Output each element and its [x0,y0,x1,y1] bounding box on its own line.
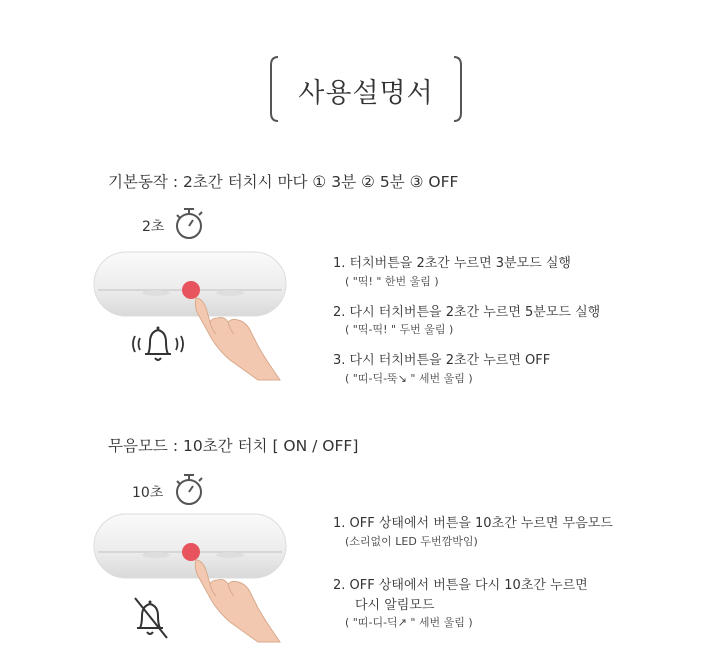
timer-label-2s: 2초 [142,219,165,235]
mute-step-2-text-line2: 다시 알림모드 [355,598,435,613]
ringing-bell-icon [132,320,184,368]
step-2-text: 2. 다시 터치버튼을 2초간 누르면 5분모드 실행 [333,305,601,320]
device-illustration [90,510,290,648]
stopwatch-icon [172,472,206,508]
mute-step-2-text: 2. OFF 상태에서 버튼을 다시 10초간 누르면 [333,578,588,593]
mute-mode-heading: 무음모드 : 10초간 터치 [ ON / OFF] [108,437,359,455]
manual-title-block [268,55,464,123]
stopwatch-icon [172,206,206,242]
step-3-text: 3. 다시 터치버튼을 2초간 누르면 OFF [333,353,551,368]
step-2-sub: ( "띡-띡! " 두번 울림 ) [345,323,454,336]
muted-bell-icon [132,594,172,642]
mute-step-2-sub: ( "띠-디-딕↗ " 세번 울림 ) [345,616,473,629]
page-title: 사용설명서 [298,78,434,109]
mute-step-1-text: 1. OFF 상태에서 버튼을 10초간 누르면 무음모드 [333,516,613,531]
step-3-sub: ( "띠-딕-뚝↘ " 세번 울림 ) [345,372,473,385]
device-illustration [90,248,290,386]
timer-label-10s: 10초 [132,485,164,501]
mute-step-1-sub: (소리없이 LED 두번깜박임) [345,535,478,548]
step-1-sub: ( "띡! " 한번 울림 ) [345,275,439,288]
step-1-text: 1. 터치버튼을 2초간 누르면 3분모드 실행 [333,256,571,271]
right-bracket [452,55,464,123]
basic-operation-heading: 기본동작 : 2초간 터치시 마다 ① 3분 ② 5분 ③ OFF [108,173,459,191]
